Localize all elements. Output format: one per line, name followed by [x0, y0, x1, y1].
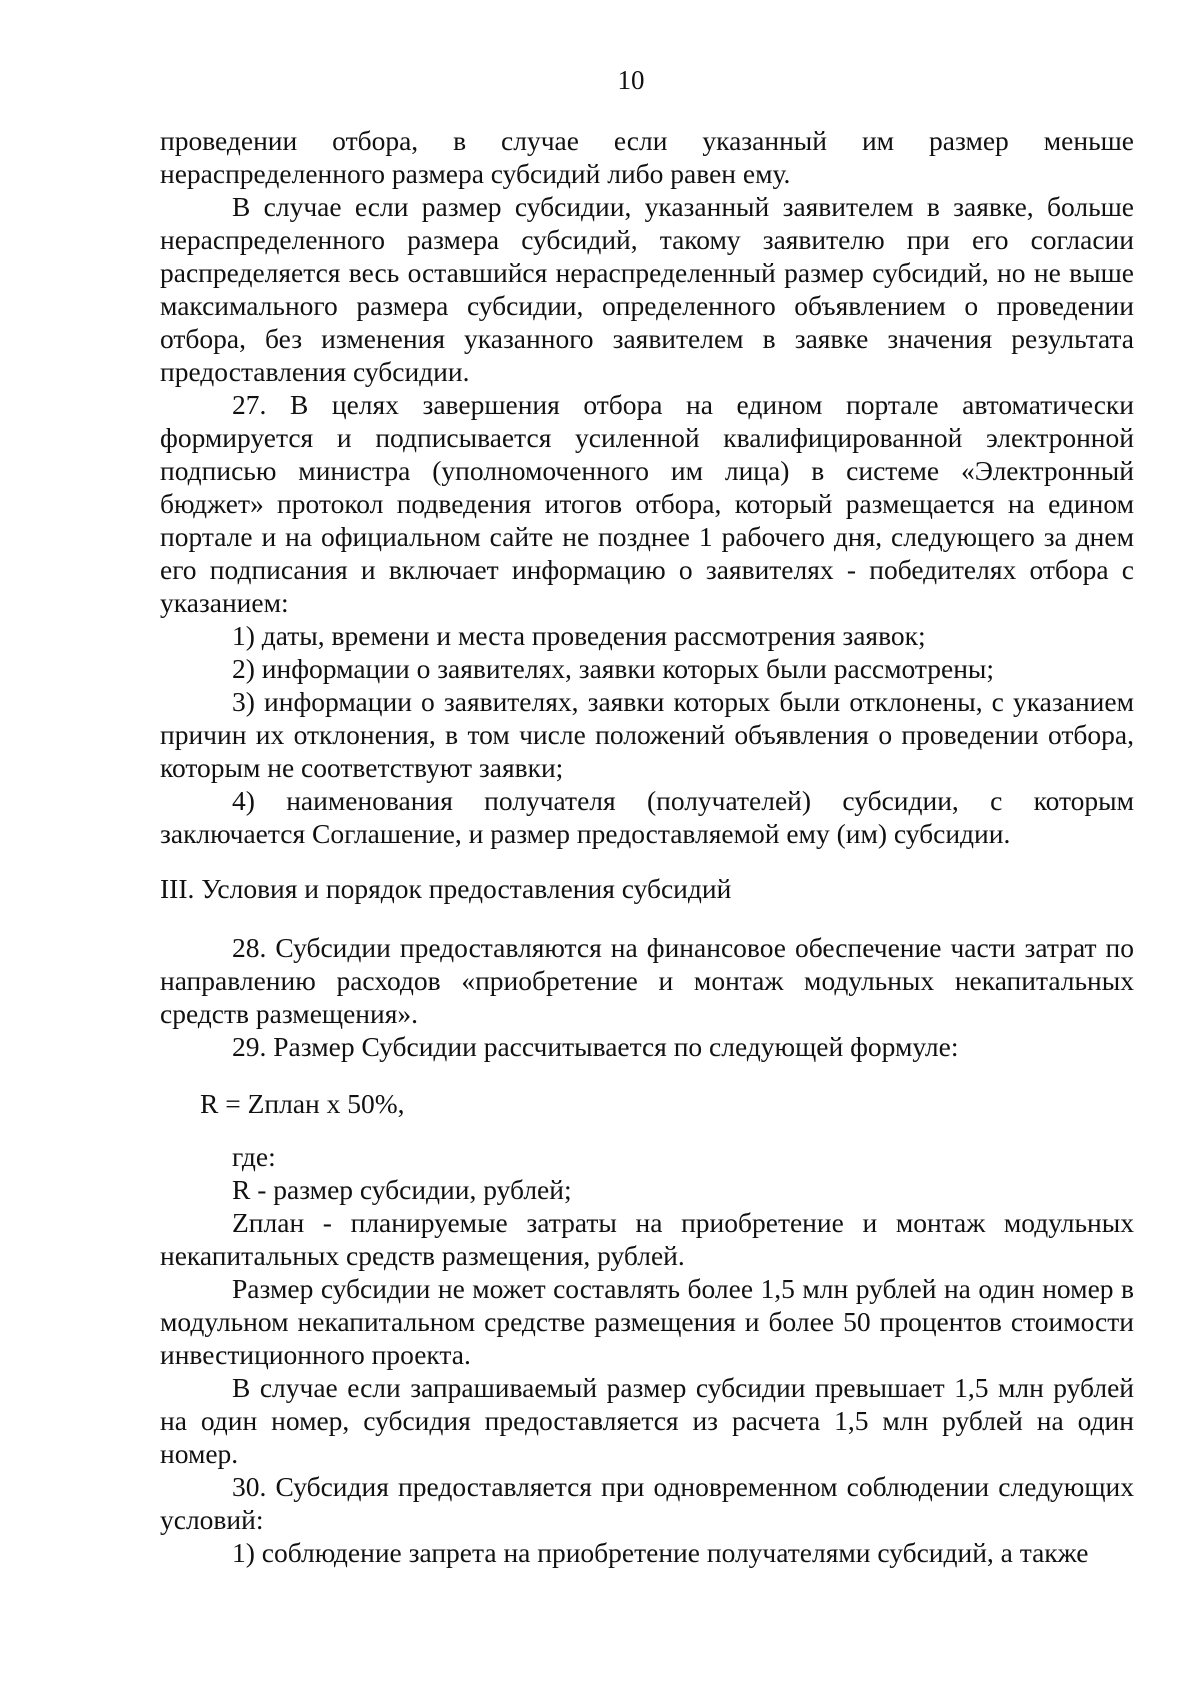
paragraph-item-27: 27. В целях завершения отбора на едином портале автоматически формируется и подписывается усиленной квалифицированной электронной подписью министра (уполномоченного им лица) в системе «Электронный бюджет» протокол подведения итогов отбора, который размещается на едином портале и на официальном сайте не позднее 1 рабочего дня, следующего за днем его подписания и включает информацию о заявителях - победителях отбора с указанием: — [160, 389, 1134, 618]
definition-r: R - размер субсидии, рублей; — [232, 1174, 572, 1205]
document-body — [160, 124, 1134, 1569]
paragraph: где: — [232, 1141, 276, 1172]
paragraph: В случае если запрашиваемый размер субсидии превышает 1,5 млн рублей на один номер, субсидия предоставляется из расчета 1,5 млн рублей на один номер. — [160, 1372, 1134, 1469]
list-item: 3) информации о заявителях, заявки которых были отклонены, с указанием причин их отклонения, в том числе положений объявления о проведении отбора, которым не соответствуют заявки; — [160, 686, 1134, 783]
paragraphs-middle — [160, 931, 1134, 1063]
page-number: 10 — [617, 65, 645, 95]
section-heading: III. Условия и порядок предоставления субсидий — [160, 873, 732, 904]
paragraphs-after — [160, 1140, 1134, 1569]
list-item: 1) соблюдение запрета на приобретение получателями субсидий, а также — [232, 1537, 1089, 1568]
formula: R = Zплан x 50%, — [200, 1088, 405, 1119]
list-item: 4) наименования получателя (получателей) субсидии, с которым заключается Соглашение, и размер предоставляемой ему (им) субсидии. — [160, 785, 1134, 849]
paragraph-item-28: 28. Субсидии предоставляются на финансовое обеспечение части затрат по направлению расходов «приобретение и монтаж модульных некапитальных средств размещения». — [160, 932, 1134, 1029]
paragraph-item-29: 29. Размер Субсидии рассчитывается по следующей формуле: — [232, 1031, 959, 1062]
definition-zplan: Zплан - планируемые затраты на приобретение и монтаж модульных некапитальных средств размещения, рублей. — [160, 1207, 1134, 1271]
list-item: 2) информации о заявителях, заявки которых были рассмотрены; — [232, 653, 995, 684]
paragraph-item-30: 30. Субсидия предоставляется при одновременном соблюдении следующих условий: — [160, 1471, 1134, 1535]
paragraphs-before — [160, 124, 1134, 850]
paragraph: проведении отбора, в случае если указанный им размер меньше нераспределенного размера субсидий либо равен ему. — [160, 125, 1134, 189]
paragraph: Размер субсидии не может составлять более 1,5 млн рублей на один номер в модульном некапитальном средстве размещения и более 50 процентов стоимости инвестиционного проекта. — [160, 1273, 1134, 1370]
paragraph: В случае если размер субсидии, указанный заявителем в заявке, больше нераспределенного размера субсидий, такому заявителю при его согласии распределяется весь оставшийся нераспределенный размер субсидий, но не выше максимального размера субсидии, определенного объявлением о проведении отбора, без изменения указанного заявителем в заявке значения результата предоставления субсидии. — [160, 191, 1134, 387]
list-item: 1) даты, времени и места проведения рассмотрения заявок; — [232, 620, 926, 651]
